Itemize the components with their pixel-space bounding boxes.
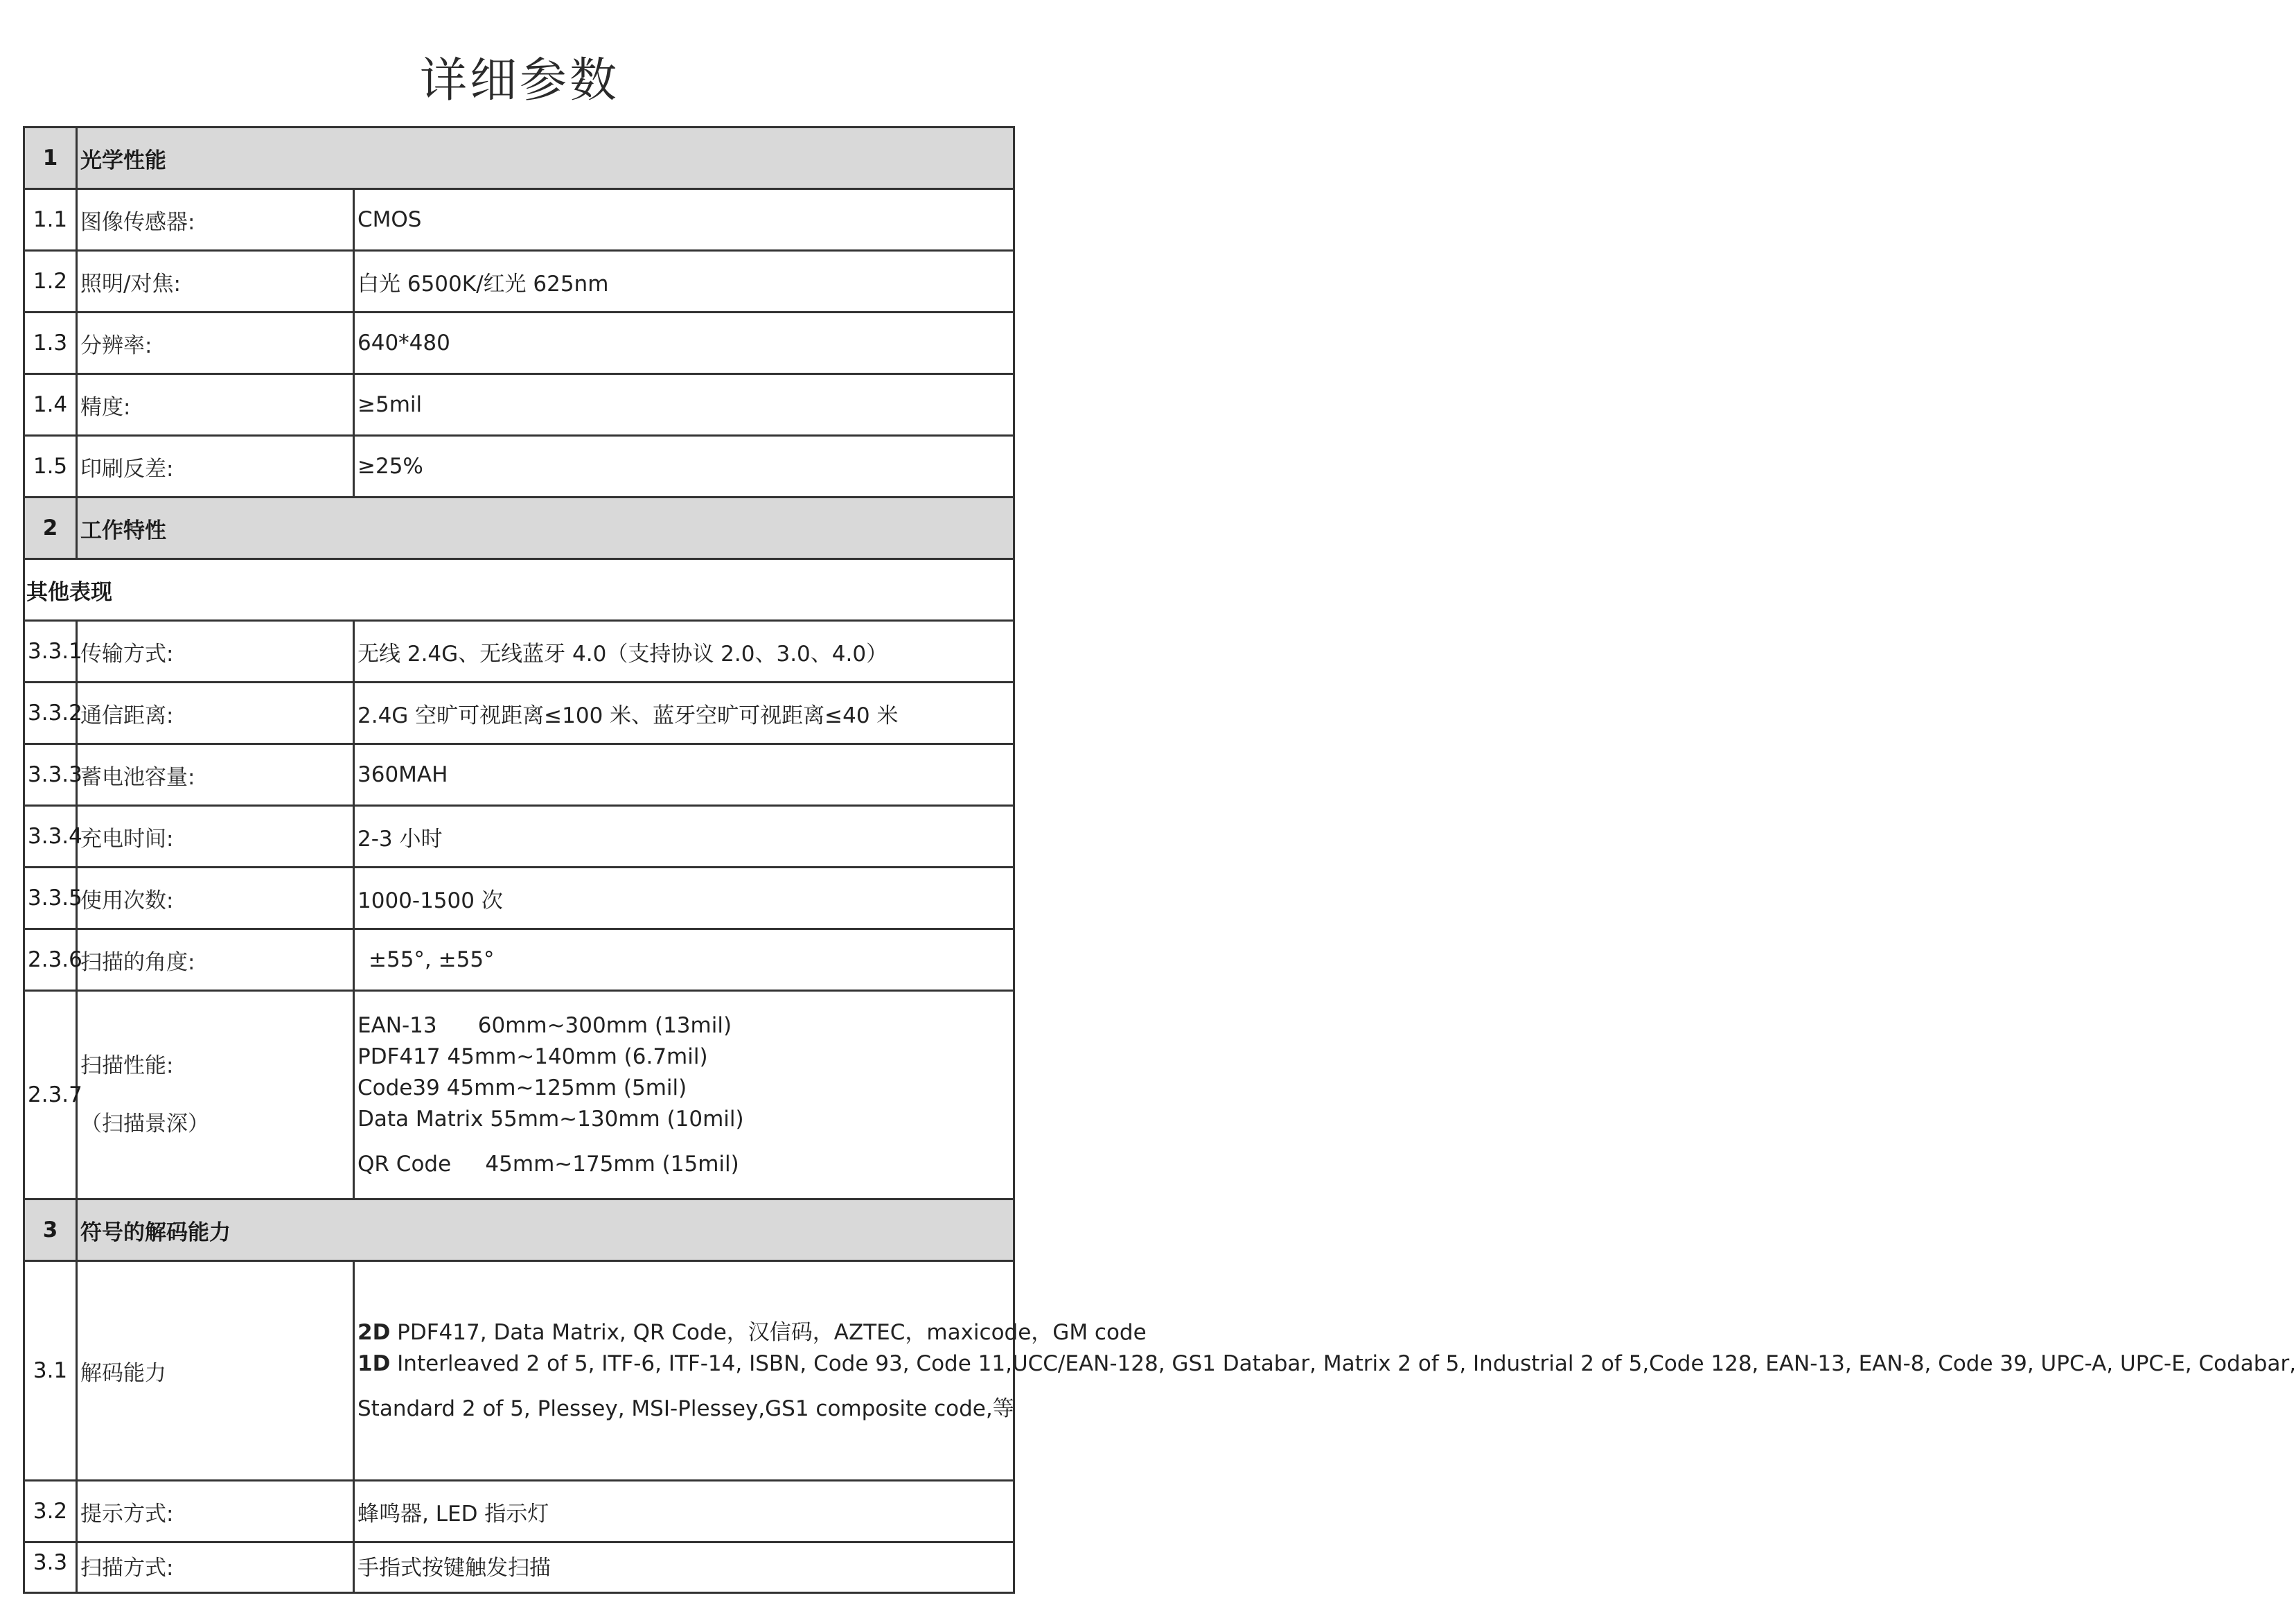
symbology-1d-tag: 1D [357,1351,391,1376]
section-row-working [24,498,1014,559]
table-row [24,313,1014,374]
scan-depth-line: Code39 45mm~125mm (5mil) [357,1075,687,1100]
row-number: 3.2 [24,1481,77,1542]
param-value [354,991,1014,1199]
param-name: 充电时间: [77,806,354,868]
row-number: 3.3.4 [24,806,77,868]
param-name: 提示方式: [77,1481,354,1542]
symbology-1d-list-end: Standard 2 of 5, Plessey, MSI-Plessey,GS1 composite code,等 [357,1396,1014,1421]
symbology-2d-tag: 2D [357,1319,391,1345]
row-number: 1.3 [24,313,77,374]
row-number: 3.3.1 [24,621,77,683]
param-name: 通信距离: [77,683,354,744]
param-name: 扫描的角度: [77,929,354,991]
param-value: ≥25% [354,436,1014,498]
param-value: 蜂鸣器, LED 指示灯 [354,1481,1014,1542]
table-row [24,683,1014,744]
param-name-line: 扫描性能: [80,1053,174,1078]
row-number: 3.3.5 [24,868,77,929]
row-number: 1.4 [24,374,77,436]
row-number: 1.5 [24,436,77,498]
table-row [24,929,1014,991]
section-row-optical [24,128,1014,189]
row-number: 3.3.3 [24,744,77,806]
section-number: 3 [24,1199,77,1261]
param-value: ±55°, ±55° [354,929,1014,991]
param-value: 2.4G 空旷可视距离≤100 米、蓝牙空旷可视距离≤40 米 [354,683,1014,744]
section-label: 工作特性 [77,498,1014,559]
param-value: 640*480 [354,313,1014,374]
param-name: 传输方式: [77,621,354,683]
scan-depth-line: QR Code 45mm~175mm (15mil) [357,1151,739,1177]
param-name: 印刷反差: [77,436,354,498]
param-value: CMOS [354,189,1014,251]
param-value: 1000-1500 次 [354,868,1014,929]
table-row [24,436,1014,498]
param-value: 手指式按键触发扫描 [354,1542,1014,1593]
table-row [24,806,1014,868]
row-number: 2.3.6 [24,929,77,991]
symbology-1d-list: Interleaved 2 of 5, ITF-6, ITF-14, ISBN, Code 93, Code 11,UCC/EAN-128, GS1 Databar, Matrix 2 of 5, Industrial 2 of 5,Code 128, EAN-13, EAN-8, Code 39, UPC-A, UPC-E, Codabar, [390,1351,2296,1376]
param-name: 蓄电池容量: [77,744,354,806]
table-row [24,189,1014,251]
table-row [24,1542,1014,1593]
param-name: 分辨率: [77,313,354,374]
spec-table [23,126,2296,1594]
scan-depth-line: EAN-13 60mm~300mm (13mil) [357,1012,732,1038]
row-number: 2.3.7 [24,991,77,1199]
param-value: 白光 6500K/红光 625nm [354,251,1014,313]
scan-depth-line: PDF417 45mm~140mm (6.7mil) [357,1044,708,1069]
param-name: 扫描方式: [77,1542,354,1593]
row-number: 1.1 [24,189,77,251]
param-name: 解码能力 [77,1261,354,1481]
table-row [24,1481,1014,1542]
table-row [24,251,1014,313]
section-row-other [24,559,1014,621]
row-number: 3.3.2 [24,683,77,744]
table-row [24,744,1014,806]
page-title: 详细参数 [419,53,619,108]
param-value: ≥5mil [354,374,1014,436]
table-row [24,621,1014,683]
param-name: 使用次数: [77,868,354,929]
table-row [24,374,1014,436]
section-number: 2 [24,498,77,559]
param-name: 精度: [77,374,354,436]
section-label: 光学性能 [77,128,1014,189]
section-row-decoding [24,1199,1014,1261]
table-row [24,868,1014,929]
row-number: 3.1 [24,1261,77,1481]
scan-depth-line: Data Matrix 55mm~130mm (10mil) [357,1106,744,1132]
param-value: 360MAH [354,744,1014,806]
table-row-scan-depth [24,991,1014,1199]
param-value: 无线 2.4G、无线蓝牙 4.0（支持协议 2.0、3.0、4.0） [354,621,1014,683]
row-number: 1.2 [24,251,77,313]
row-number: 3.3 [24,1542,77,1593]
param-name [77,991,354,1199]
param-name: 照明/对焦: [77,251,354,313]
table-row-decode [24,1261,1014,1481]
param-name: 图像传感器: [77,189,354,251]
param-value [354,1261,2296,1481]
param-value: 2-3 小时 [354,806,1014,868]
section-label: 其他表现 [24,559,1014,621]
section-label: 符号的解码能力 [77,1199,1014,1261]
symbology-2d-list: PDF417, Data Matrix, QR Code，汉信码，AZTEC，maxicode，GM code [390,1319,1147,1345]
section-number: 1 [24,128,77,189]
param-name-subline: （扫描景深） [80,1111,209,1136]
